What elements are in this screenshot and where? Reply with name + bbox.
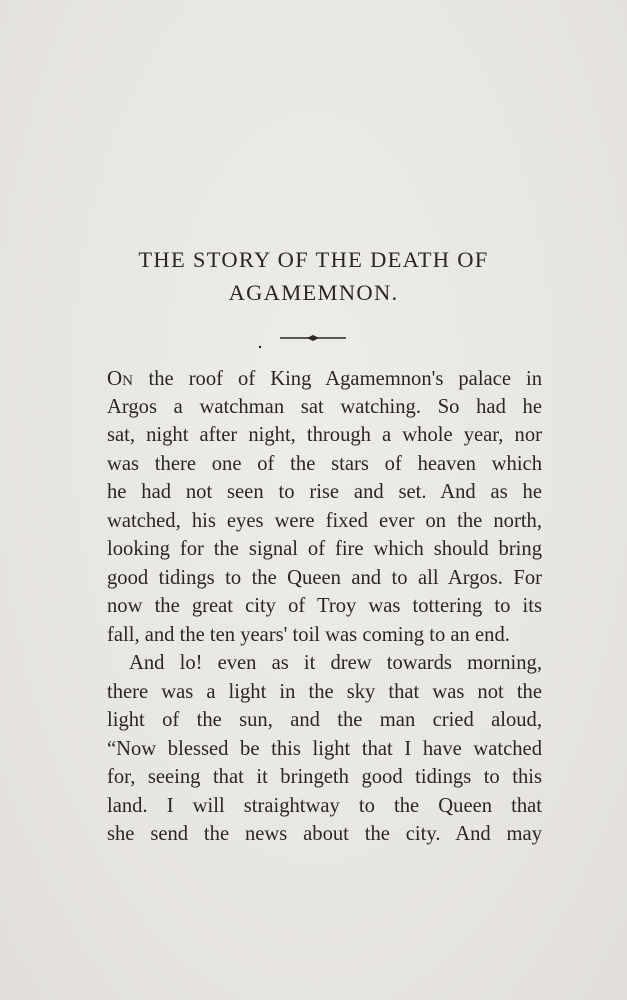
text-line: And lo! even as it drew towards morning,: [129, 652, 542, 674]
text-line: land. I will straightway to the Queen that: [107, 794, 542, 817]
chapter-title: [0, 243, 627, 309]
opening-line-rest: the roof of King Agamemnon's palace in: [133, 368, 542, 390]
text-line: was there one of the stars of heaven which: [107, 452, 542, 475]
opening-smallcaps: N: [122, 373, 134, 389]
text-line: he had not seen to rise and set. And as he: [107, 481, 542, 503]
opening-initial: O: [107, 366, 123, 390]
bleed-through-text: [60, 100, 540, 128]
text-line: now the great city of Troy was tottering to its: [107, 595, 542, 617]
chapter-title-line-2: AGAMEMNON.: [228, 280, 399, 305]
text-line: she send the news about the city. And may: [107, 823, 542, 845]
text-line: “Now blessed be this light that I have watched: [107, 737, 542, 760]
text-line: [107, 364, 542, 393]
ornament-divider-icon: [258, 332, 368, 352]
text-line: Argos a watchman sat watching. So had he: [107, 395, 542, 418]
text-line: watched, his eyes were fixed ever on the north,: [107, 509, 542, 532]
text-line: light of the sun, and the man cried aloud,: [107, 709, 542, 731]
text-line: sat, night after night, through a whole year, nor: [107, 424, 542, 446]
text-line: looking for the signal of fire which should bring: [107, 538, 542, 560]
text-line: good tidings to the Queen and to all Argos. For: [107, 566, 542, 589]
body-text: [107, 364, 542, 849]
text-line: fall, and the ten years' toil was coming to an end.: [107, 623, 510, 646]
text-line: for, seeing that it bringeth good tidings to this: [107, 766, 542, 788]
text-line: there was a light in the sky that was not the: [107, 680, 542, 703]
chapter-title-line-1: THE STORY OF THE DEATH OF: [138, 247, 489, 272]
